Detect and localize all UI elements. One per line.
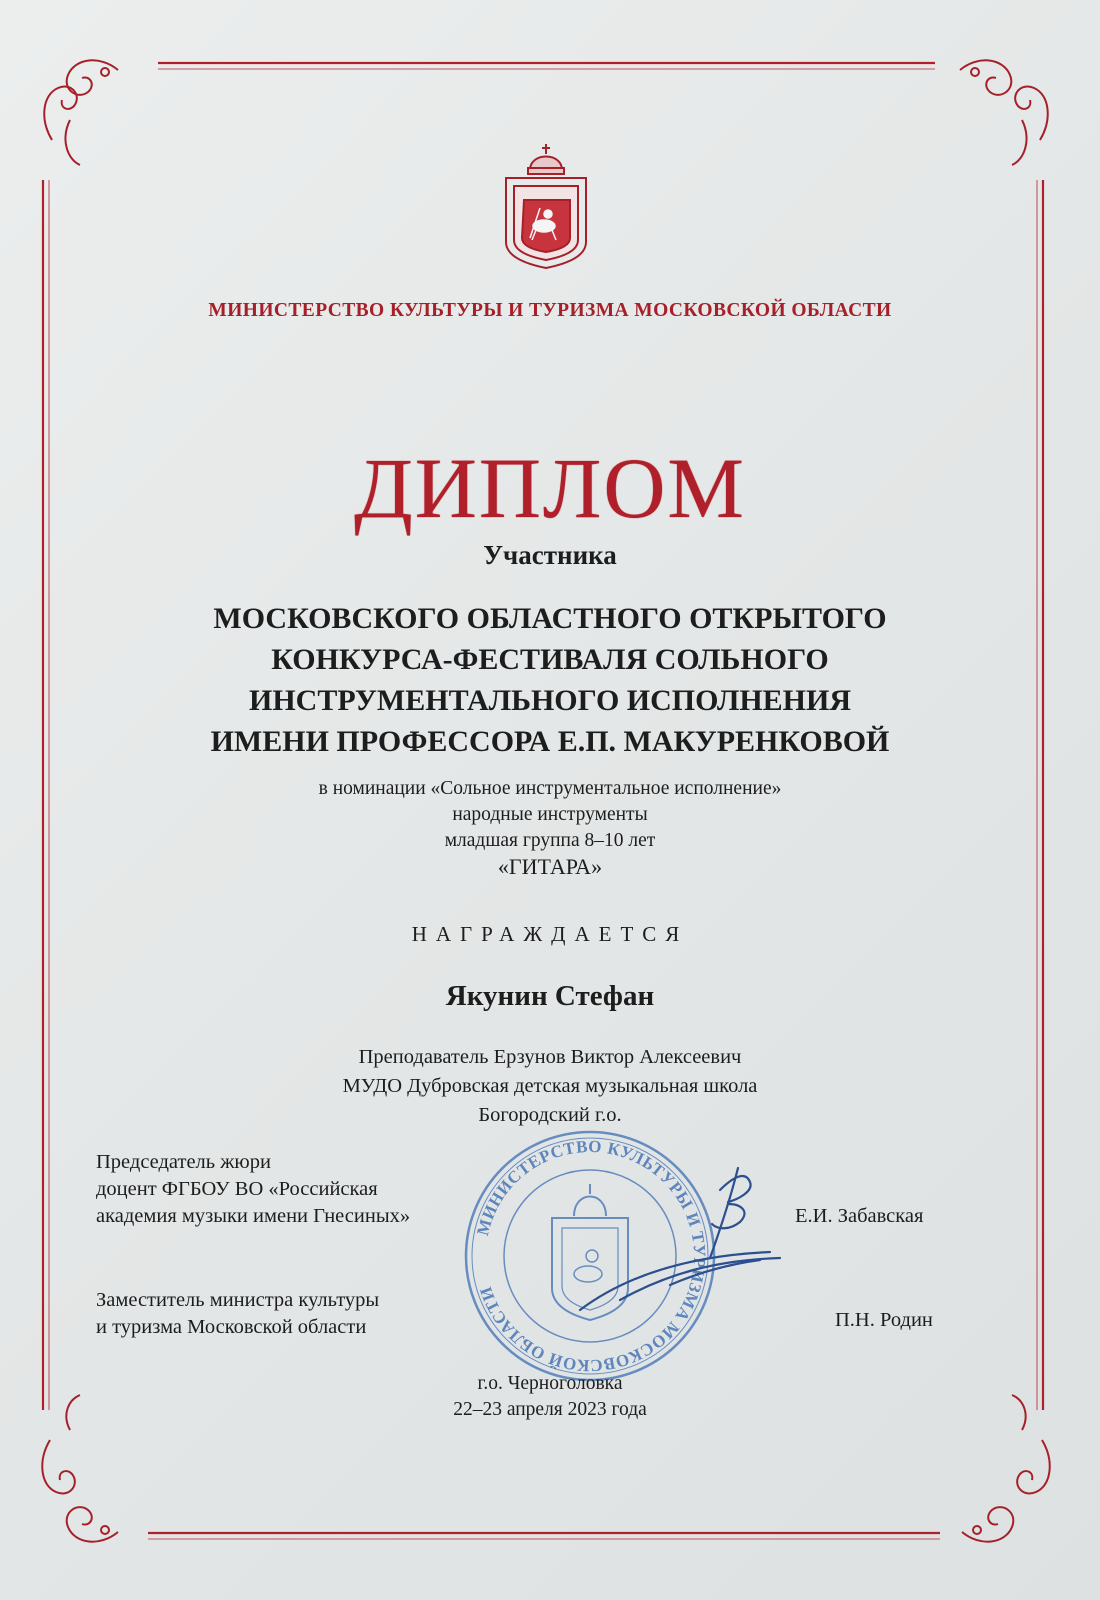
handwritten-signature — [560, 1160, 790, 1320]
jury-line: академия музыки имени Гнесиных» — [96, 1205, 411, 1227]
awarded-label: НАГРАЖДАЕТСЯ — [411, 922, 689, 946]
competition-line: МОСКОВСКОГО ОБЛАСТНОГО ОТКРЫТОГО — [213, 602, 887, 635]
deputy-line: и туризма Московской области — [96, 1316, 367, 1338]
ministry-name: МИНИСТЕРСТВО КУЛЬТУРЫ И ТУРИЗМА МОСКОВСКОЙ ОБЛАСТИ — [208, 300, 892, 321]
recipient-name: Якунин Стефан — [445, 980, 655, 1012]
teacher-block — [0, 1043, 1100, 1130]
deputy-line: Заместитель министра культуры — [96, 1289, 380, 1311]
diploma-title: ДИПЛОМ — [354, 440, 746, 536]
deputy-minister-title — [96, 1287, 379, 1341]
date: 22–23 апреля 2023 года — [453, 1399, 647, 1420]
competition-line: ИМЕНИ ПРОФЕССОРА Е.П. МАКУРЕНКОВОЙ — [210, 725, 890, 758]
corner-ornament-top-right — [960, 60, 1048, 165]
deputy-minister-name: П.Н. Родин — [835, 1309, 933, 1331]
teacher: Преподаватель Ерзунов Виктор Алексеевич — [358, 1046, 742, 1068]
age-group: младшая группа 8–10 лет — [444, 830, 656, 851]
competition-line: КОНКУРСА-ФЕСТИВАЛЯ СОЛЬНОГО — [271, 643, 829, 676]
category: народные инструменты — [452, 804, 648, 825]
instrument: «ГИТАРА» — [497, 854, 603, 879]
jury-line: Председатель жюри — [96, 1151, 271, 1173]
competition-line: ИНСТРУМЕНТАЛЬНОГО ИСПОЛНЕНИЯ — [248, 684, 852, 717]
district: Богородский г.о. — [478, 1104, 622, 1126]
city: г.о. Черноголовка — [477, 1373, 623, 1394]
stamp-text: МИНИСТЕРСТВО КУЛЬТУРЫ И ТУРИЗМА МОСКОВСКОЙ ОБЛАСТИ — [473, 1136, 710, 1376]
footer — [0, 1371, 1100, 1423]
corner-ornament-top-left — [44, 60, 118, 165]
nomination-block — [0, 776, 1100, 880]
competition-name — [0, 598, 1100, 762]
jury-line: доцент ФГБОУ ВО «Российская — [96, 1178, 378, 1200]
diploma-subtitle: Участника — [483, 540, 617, 570]
jury-chair-title — [96, 1149, 410, 1230]
nomination: в номинации «Сольное инструментальное исполнение» — [318, 778, 782, 799]
school: МУДО Дубровская детская музыкальная школа — [342, 1075, 758, 1097]
coat-of-arms-icon — [500, 142, 592, 272]
jury-chair-name: Е.И. Забавская — [795, 1205, 924, 1227]
